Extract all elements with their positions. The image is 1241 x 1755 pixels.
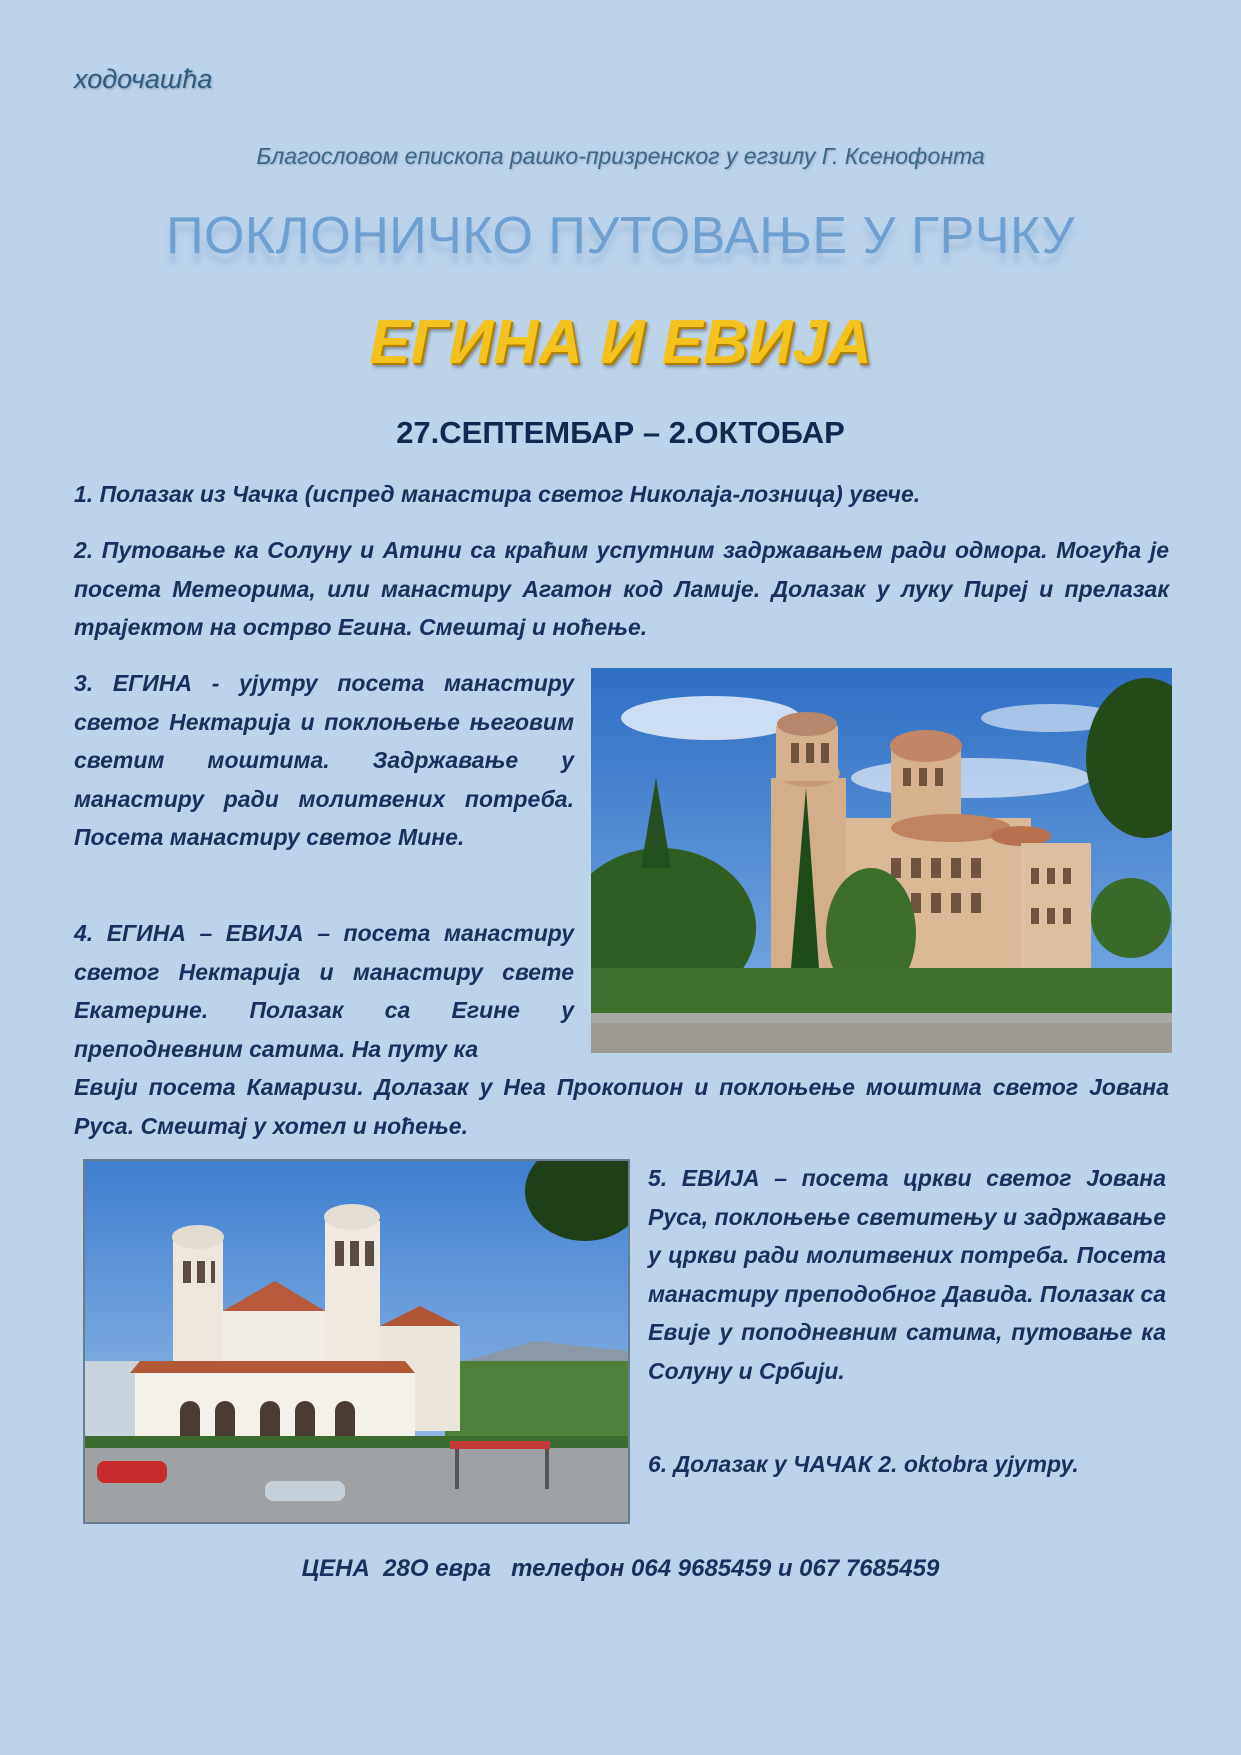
destination-title: ЕГИНА И ЕВИЈА <box>369 308 872 377</box>
category-label: ходочашћа <box>74 64 213 94</box>
itinerary-day-4-part-2: Евији посета Камаризи. Долазак у Неа Прокопион и поклоњење моштима светог Јована Руса. Смештај у хотел и ноћење. <box>74 1074 1169 1139</box>
price-and-phone: ЦЕНА 28О евра телефон 064 9685459 и 067 7685459 <box>301 1555 940 1582</box>
itinerary-day-5: 5. ЕВИЈА – посета цркви светог Јована Руса, поклоњење светитењу и задржавање у цркви ради молитвених потреба. Посета манастиру преподобног Давида. Полазак са Евије у поподневним сатима, путовање ка Солуну и Србији. <box>648 1165 1166 1384</box>
itinerary-day-2: 2. Путовање ка Солуну и Атини са краћим успутним задржавањем ради одмора. Могућа је посета Метеорима, или манастиру Агатон код Ламије. Долазак у луку Пиреј и прелазак трајектом на острво Егина. Смештај и ноћење. <box>74 537 1169 640</box>
itinerary-day-1: 1. Полазак из Чачка (испред манастира светог Николаја-лозница) увече. <box>74 481 921 507</box>
blessing-line: Благословом епископа рашко-призренског у егзилу Г. Ксенофонта <box>256 143 985 169</box>
itinerary-day-6: 6. Долазак у ЧАЧАК 2. oktobra ујутру. <box>648 1451 1079 1477</box>
trip-dates: 27.СЕПТЕМБАР – 2.ОКТОБАР <box>396 415 845 450</box>
itinerary-day-4-part-1: 4. ЕГИНА – ЕВИЈА – посета манастиру светог Нектарија и манастиру свете Екатерине. Полазак са Егине у преподневним сатима. На путу ка <box>74 920 574 1062</box>
evia-church-photo <box>83 1159 630 1524</box>
page-title: ПОКЛОНИЧКО ПУТОВАЊЕ У ГРЧКУ <box>166 207 1075 265</box>
aegina-monastery-photo <box>591 668 1172 1053</box>
itinerary-day-3: 3. ЕГИНА - ујутру посета манастиру светог Нектарија и поклоњење његовим светим моштима. Задржавање у манастиру ради молитвених потреба. Посета манастиру светог Мине. <box>74 670 574 850</box>
